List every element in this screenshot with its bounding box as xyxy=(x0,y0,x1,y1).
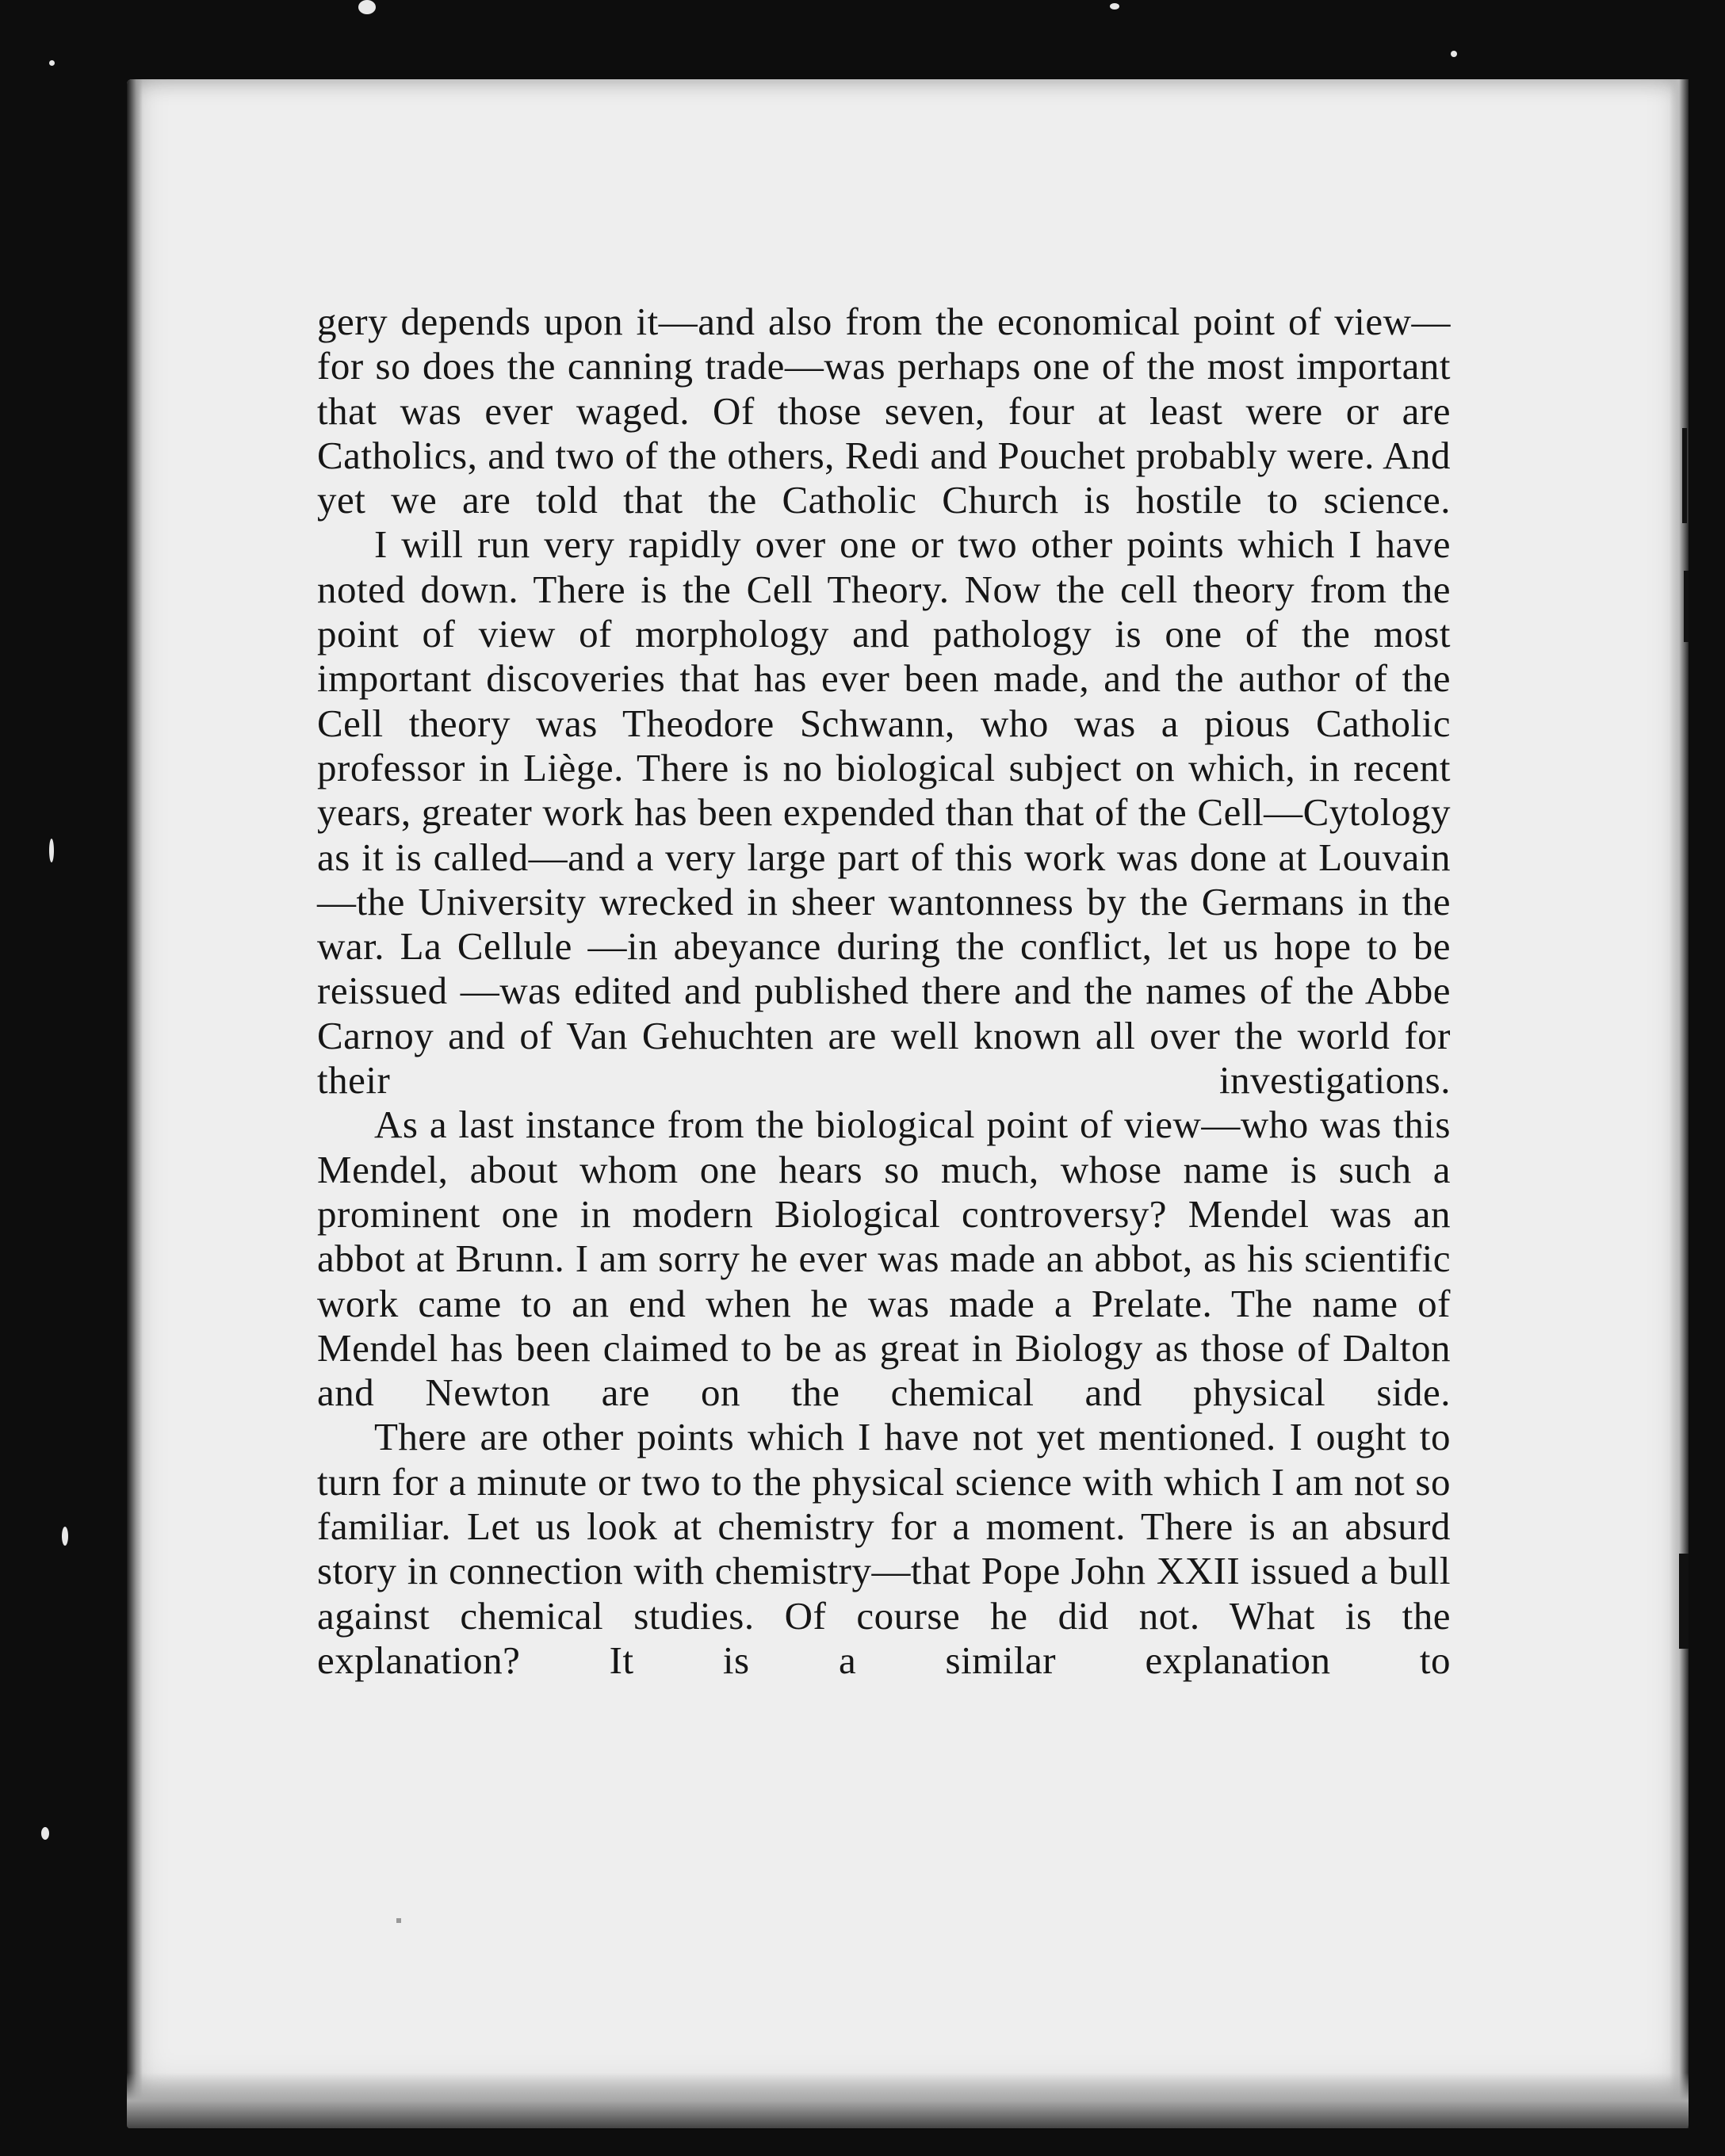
scan-speck xyxy=(1110,3,1119,10)
body-text xyxy=(317,300,1451,1683)
page-right-edge xyxy=(1670,79,1689,2128)
page-bottom-shadow xyxy=(127,2073,1689,2128)
scan-speck xyxy=(49,60,55,66)
edge-mark xyxy=(1679,1554,1689,1649)
scan-speck xyxy=(358,0,376,14)
edge-mark xyxy=(1684,571,1689,642)
scan-speck xyxy=(41,1827,49,1840)
scan-speck xyxy=(49,839,54,862)
edge-mark xyxy=(396,1918,401,1923)
paragraph: I will run very rapidly over one or two other points which I have noted down. There is the Cell Theory. Now the cell theory from the point of view of morphology and pathology is one of the most important discoveries that has ever been made, and the author of the Cell theory was Theodore Schwann, who was a pious Catholic professor in Liège. There is no biological subject on which, in recent years, greater work has been expended than that of the Cell—Cytology as it is called—and a very large part of this work was done at Louvain—the University wrecked in sheer wantonness by the Germans in the war. La Cellule —in abeyance during the conflict, let us hope to be reissued —was edited and published there and the names of the Abbe Carnoy and of Van Gehuchten are well known all over the world for their investigations. xyxy=(317,522,1451,1103)
paragraph: gery depends upon it—and also from the economical point of view—for so does the canning trade—was perhaps one of the most important that was ever waged. Of those seven, four at least were or are Catholics, and two of the others, Redi and Pouchet probably were. And yet we are told that the Catholic Church is hostile to science. xyxy=(317,300,1451,522)
paragraph: As a last instance from the biological point of view—who was this Mendel, about whom one hears so much, whose name is such a prominent one in modern Biological controversy? Mendel was an abbot at Brunn. I am sorry he ever was made an abbot, as his scientific work came to an end when he was made a Prelate. The name of Mendel has been claimed to be as great in Biology as those of Dalton and Newton are on the chemical and physical side. xyxy=(317,1103,1451,1415)
page-left-edge xyxy=(127,79,143,2128)
scan-speck xyxy=(62,1527,68,1546)
edge-mark xyxy=(1682,428,1687,523)
scan-speck xyxy=(1451,51,1457,57)
paragraph: There are other points which I have not yet mentioned. I ought to turn for a minute or two to the physical science with which I am not so familiar. Let us look at chemistry for a moment. There is an absurd story in connection with chemistry—that Pope John XXII issued a bull against chemical studies. Of course he did not. What is the explanation? It is a similar explanation to xyxy=(317,1415,1451,1682)
